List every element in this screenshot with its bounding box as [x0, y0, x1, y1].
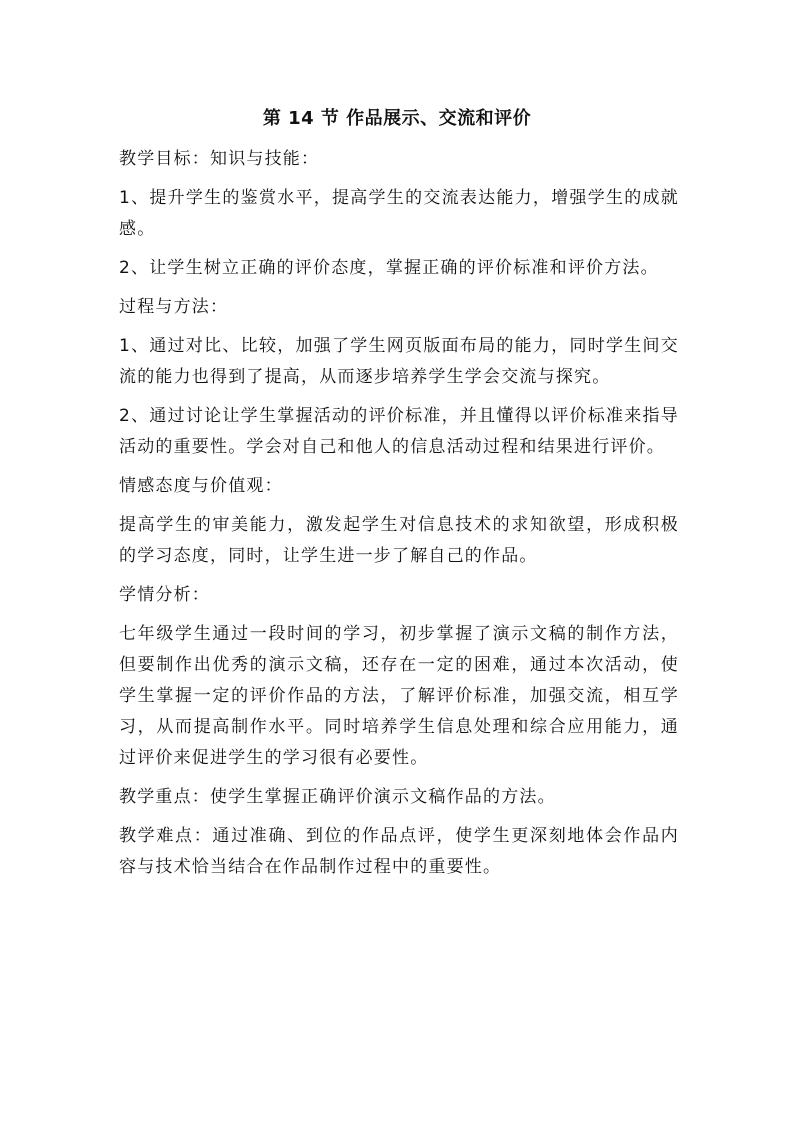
paragraph-objective-2: 2、让学生树立正确的评价态度，掌握正确的评价标准和评价方法。 — [119, 258, 659, 278]
paragraph-attitude-heading: 情感态度与价值观： — [119, 476, 283, 496]
document-body — [119, 144, 679, 891]
paragraph-analysis-text: 七年级学生通过一段时间的学习，初步掌握了演示文稿的制作方法，但要制作出优秀的演示文稿，还存在一定的困难，通过本次活动，使学生掌握一定的评价作品的方法，了解评价标准，加强交流，相互学习，从而提高制作水平。同时培养学生信息处理和综合应用能力，通过评价来促进学生的学习很有必要性。 — [119, 624, 679, 768]
paragraph-difficulty: 教学难点：通过准确、到位的作品点评，使学生更深刻地体会作品内容与技术恰当结合在作品制作过程中的重要性。 — [119, 826, 679, 877]
paragraph-objective-1: 1、提升学生的鉴赏水平，提高学生的交流表达能力，增强学生的成就感。 — [119, 188, 679, 239]
paragraph-attitude-text: 提高学生的审美能力，激发起学生对信息技术的求知欲望，形成积极的学习态度，同时，让学生进一步了解自己的作品。 — [119, 515, 679, 566]
paragraph-process-1: 1、通过对比、比较，加强了学生网页版面布局的能力，同时学生间交流的能力也得到了提高，从而逐步培养学生学会交流与探究。 — [119, 336, 679, 387]
paragraph-objectives-heading: 教学目标：知识与技能： — [119, 149, 320, 169]
paragraph-analysis-heading: 学情分析： — [119, 585, 210, 605]
document-title: 第 14 节 作品展示、交流和评价 — [262, 108, 532, 129]
paragraph-process-heading: 过程与方法： — [119, 297, 229, 317]
paragraph-key-point: 教学重点：使学生掌握正确评价演示文稿作品的方法。 — [119, 787, 556, 807]
paragraph-process-2: 2、通过讨论让学生掌握活动的评价标准，并且懂得以评价标准来指导活动的重要性。学会对自己和他人的信息活动过程和结果进行评价。 — [119, 406, 679, 457]
